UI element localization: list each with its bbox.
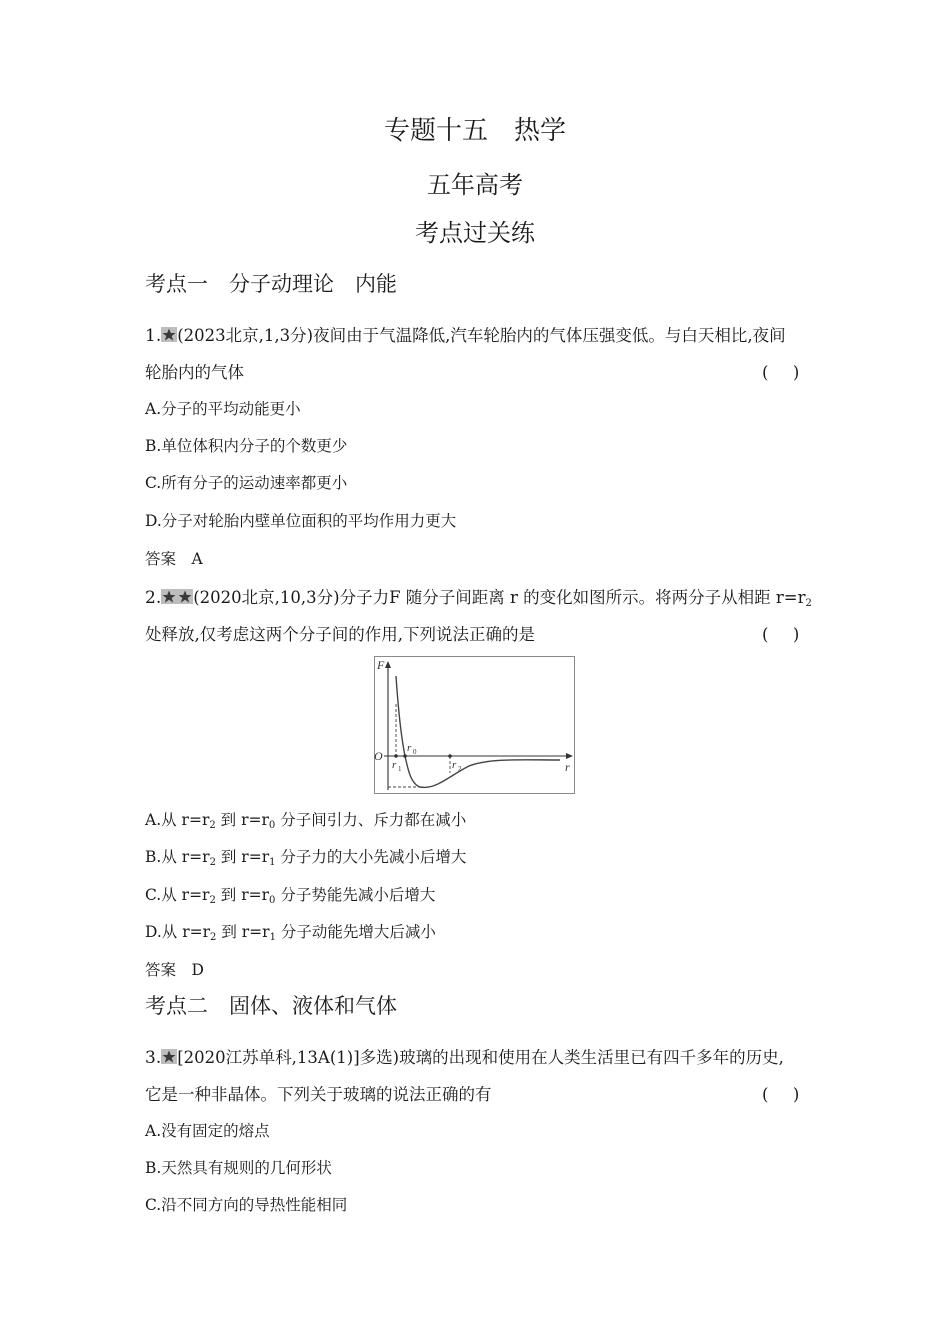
point-heading-1: 考点一 分子动理论 内能 (145, 272, 397, 296)
option-a: A.分子的平均动能更小 (145, 400, 301, 418)
option-text: 到 r=r (215, 811, 269, 829)
page-title: 专题十五 热学 (383, 116, 566, 146)
r0-label: r (407, 742, 412, 754)
question-stem: [2020江苏单科,13A(1)]多选)玻璃的出现和使用在人类生活里已有四千多年的历史, (177, 1048, 784, 1067)
option-d (145, 920, 436, 943)
option-text: 到 r=r (216, 923, 270, 941)
page-subtitle: 五年高考 (427, 171, 523, 199)
option-text: 分子势能先减小后增大 (275, 886, 436, 904)
option-d: D.分子对轮胎内壁单位面积的平均作用力更大 (145, 512, 457, 530)
option-text: 分子间引力、斥力都在减小 (275, 811, 467, 829)
answer: 答案 D (145, 961, 204, 979)
option-b: B.单位体积内分子的个数更少 (145, 437, 348, 455)
r0-subscript: 0 (413, 748, 417, 756)
y-axis-label: F (377, 658, 385, 672)
r2-label: r (452, 759, 457, 771)
subscript: 2 (209, 857, 216, 868)
option-a (145, 808, 466, 831)
force-distance-figure (374, 656, 576, 795)
figure-frame (375, 657, 575, 794)
option-text: D.从 r=r (145, 923, 211, 941)
option-b: B.天然具有规则的几何形状 (145, 1159, 332, 1177)
r2-subscript: 2 (458, 765, 462, 773)
x-axis-label: r (565, 760, 570, 774)
difficulty-star-icon (161, 1049, 177, 1064)
question-1-line-2: 轮胎内的气体 (145, 363, 244, 382)
option-text: B.从 r=r (145, 848, 210, 866)
r1-subscript: 1 (398, 765, 402, 773)
question-2-line-1 (145, 584, 812, 609)
subscript: 1 (269, 932, 276, 943)
option-text: A.从 r=r (145, 811, 210, 829)
option-text: 分子动能先增大后减小 (275, 923, 436, 941)
option-text: 分子力的大小先减小后增大 (275, 848, 467, 866)
question-1-line-1 (145, 322, 786, 346)
question-stem: (2020北京,10,3分)分子力F 随分子间距离 r 的变化如图所示。将两分子从相距 r=r (193, 588, 806, 607)
subscript: 0 (269, 895, 276, 906)
option-c: C.所有分子的运动速率都更小 (145, 474, 348, 492)
r2-point (448, 754, 452, 758)
answer: 答案 A (145, 550, 203, 568)
subscript: 2 (209, 820, 216, 831)
origin-label: O (374, 749, 383, 763)
difficulty-star-icon (161, 589, 177, 604)
question-3-line-1 (145, 1044, 784, 1068)
subscript: 1 (269, 857, 276, 868)
question-stem: (2023北京,1,3分)夜间由于气温降低,汽车轮胎内的气体压强变低。与白天相比,夜间 (177, 326, 786, 345)
question-number: 1. (145, 326, 162, 346)
subscript: 2 (209, 895, 216, 906)
subscript: 0 (268, 820, 276, 831)
point-heading-2: 考点二 固体、液体和气体 (145, 994, 397, 1018)
answer-blank: ( ) (762, 1085, 804, 1104)
option-text: 到 r=r (215, 886, 270, 904)
r0-point (403, 754, 407, 758)
option-text: C.从 r=r (145, 886, 210, 904)
option-b (145, 845, 466, 868)
answer-blank: ( ) (762, 625, 804, 644)
r1-label: r (392, 759, 397, 771)
option-c (145, 883, 435, 906)
section-title: 考点过关练 (415, 219, 535, 247)
question-number: 2. (145, 588, 162, 608)
subscript: 2 (210, 932, 217, 943)
difficulty-star-icon (177, 589, 193, 604)
option-c: C.沿不同方向的导热性能相同 (145, 1196, 348, 1214)
difficulty-star-icon (161, 327, 177, 342)
answer-blank: ( ) (762, 363, 804, 382)
question-3-line-2: 它是一种非晶体。下列关于玻璃的说法正确的有 (145, 1085, 492, 1104)
subscript: 2 (805, 598, 812, 609)
option-a: A.没有固定的熔点 (145, 1122, 270, 1140)
r1-point (394, 754, 398, 758)
question-2-line-2: 处释放,仅考虑这两个分子间的作用,下列说法正确的是 (145, 625, 535, 644)
question-number: 3. (145, 1048, 162, 1068)
option-text: 到 r=r (215, 848, 270, 866)
